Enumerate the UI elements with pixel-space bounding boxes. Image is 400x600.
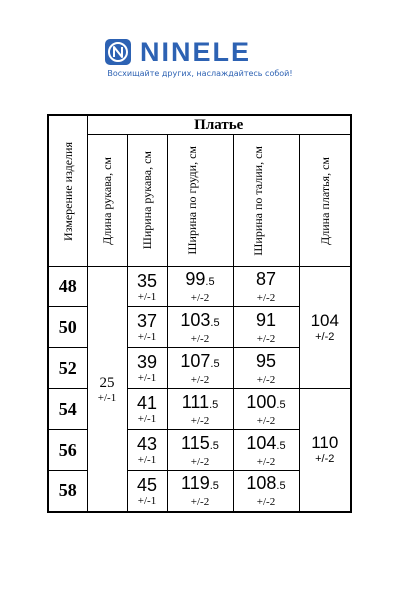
brand-name: NINELE xyxy=(140,37,252,67)
size-cell: 54 xyxy=(48,389,87,430)
brand-logo xyxy=(0,38,400,70)
sleeve-width-cell: 35 +/-1 xyxy=(127,267,167,307)
dress-length-tolerance: +/-2 xyxy=(315,331,335,343)
dress-length-cell xyxy=(299,389,351,512)
sleeve-length-value: 25 xyxy=(99,374,115,391)
chest-cell: 119.5 +/-2 xyxy=(167,471,233,512)
size-cell: 58 xyxy=(48,471,87,512)
chest-cell: 111.5 +/-2 xyxy=(167,389,233,430)
sleeve-width-cell: 45 +/-1 xyxy=(127,471,167,512)
size-cell: 56 xyxy=(48,430,87,471)
measure-header: Измерение изделия xyxy=(60,141,75,241)
dress-length-value: 110 xyxy=(311,433,339,453)
brand-slogan: Восхищайте других, наслаждайтесь собой! xyxy=(107,69,293,78)
waist-cell: 87 +/-2 xyxy=(233,267,299,307)
n-in-circle-icon xyxy=(104,38,132,66)
col-header-waist: Ширина по талии, см xyxy=(233,135,299,267)
sleeve-width-cell: 41 +/-1 xyxy=(127,389,167,430)
col-header-sleeve-length: Длина рукава, см xyxy=(87,135,127,267)
size-cell: 48 xyxy=(48,267,87,307)
sleeve-width-cell: 37 +/-1 xyxy=(127,307,167,348)
dress-length-cell xyxy=(299,267,351,389)
waist-cell: 104.5 +/-2 xyxy=(233,430,299,471)
size-table xyxy=(47,114,352,513)
col-header-sleeve-width: Ширина рукава, см xyxy=(127,135,167,267)
col-header-chest: Ширина по груди, см xyxy=(167,135,233,267)
waist-cell: 100.5 +/-2 xyxy=(233,389,299,430)
waist-cell: 108.5 +/-2 xyxy=(233,471,299,512)
waist-cell: 95 +/-2 xyxy=(233,348,299,389)
sleeve-width-cell: 43 +/-1 xyxy=(127,430,167,471)
col-header-dress-length: Длина платья, см xyxy=(299,135,351,267)
chest-cell: 115.5 +/-2 xyxy=(167,430,233,471)
chest-cell: 107.5 +/-2 xyxy=(167,348,233,389)
dress-length-value: 104 xyxy=(310,311,339,330)
sleeve-length-tolerance: +/-1 xyxy=(97,391,117,404)
sleeve-length-cell xyxy=(87,267,127,512)
chest-cell: 103.5 +/-2 xyxy=(167,307,233,348)
waist-cell: 91 +/-2 xyxy=(233,307,299,348)
dress-length-tolerance: +/-2 xyxy=(315,453,335,466)
measure-header-cell xyxy=(48,115,87,267)
sleeve-width-cell: 39 +/-1 xyxy=(127,348,167,389)
size-cell: 50 xyxy=(48,307,87,348)
table-title: Платье xyxy=(87,115,351,135)
size-cell: 52 xyxy=(48,348,87,389)
chest-cell: 99.5 +/-2 xyxy=(167,267,233,307)
